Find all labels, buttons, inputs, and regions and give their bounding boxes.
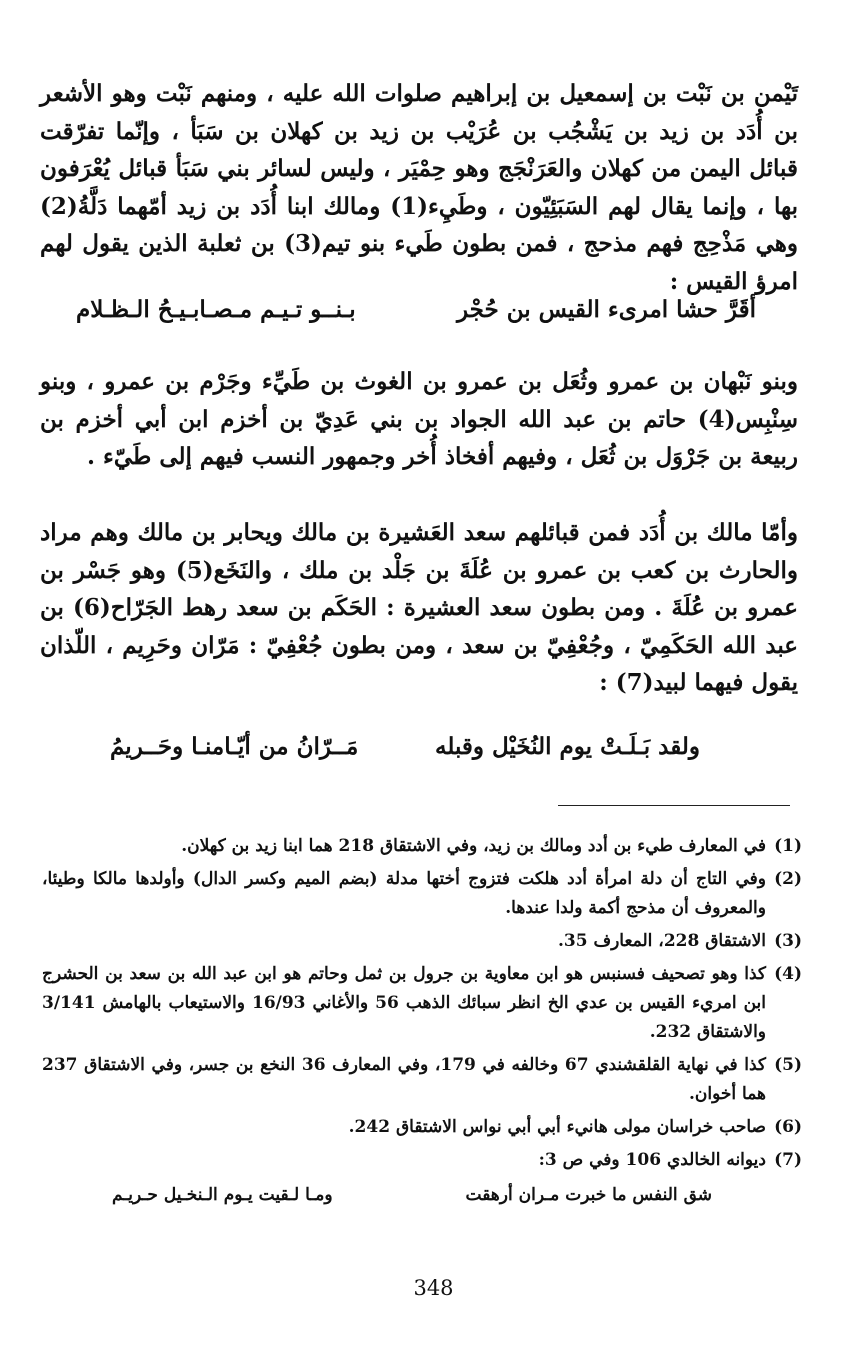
verse-labid [110,733,700,760]
footnote-number: (3) [774,931,802,951]
footnote-text: الاشتقاق 228، المعارف 35. [557,931,766,951]
footnote-number: (1) [774,836,802,856]
footnote-text: وفي التاج أن دلة امرأة أدد هلكت فتزوج أختها مدلة (بضم الميم وكسر الدال) وأولدها مالكا وطيئا، والمعروف أن مذحج أكمة ولدا عندها. [42,869,766,918]
footnote-2 [42,865,802,923]
verse-1-second-hemistich: بـنــو تـيـم مـصـابـيـحُ الـظـلام [76,296,356,323]
footnote-text: كذا وهو تصحيف فسنبس هو ابن معاوية بن جرول بن ثمل وحاتم هو ابن عبد الله بن سعد بن الحشرج ابن امريء القيس بن عدي الخ انظر سبائك الذهب 56 والأغاني 16/93 والاستيعاب بالهامش 3/141 والاشتقاق 232. [42,964,766,1042]
footnote-7 [42,1146,802,1175]
footnote-number: (6) [774,1117,802,1137]
footnote-text: كذا في نهاية القلقشندي 67 وخالفه في 179، وفي المعارف 36 النخع بن جسر، وفي الاشتقاق 237 هما أخوان. [42,1055,766,1104]
footnote-verse [112,1181,712,1210]
footnote-1 [42,832,802,861]
page-number: 348 [413,1276,454,1300]
paragraph-2: وبنو نَبْهان بن عمرو وثُعَل بن عمرو بن الغوث بن طَيِّء وجَرْم بن عمرو ، وبنو سِنْبِس(4) حاتم بن عبد الله الجواد بن بني عَدِيّ بن أخزم ابن أبي أخزم بن ربيعة بن جَرْوَل بن ثُعَل ، وفيهم أفخاذ أُخر وجمهور النسب فيهم إلى طَيّء . [40,368,798,470]
verse-2-first-hemistich: ولقد بَـلَـتْ يوم النُخَيْل وقبله [435,733,700,760]
footnote-number: (4) [774,964,802,984]
footnote-text: ديوانه الخالدي 106 وفي ص 3: [538,1150,766,1170]
footnote-number: (7) [774,1150,802,1170]
footnote-verse-first: شق النفس ما خبرت مـران أرهقت [465,1185,712,1205]
verse-2-second-hemistich: مَــرّانُ من أيّـامنـا وحَــريمُ [110,733,359,760]
verse-1-first-hemistich: أقَرَّ حشا امرىء القيس بن حُجْر [456,296,756,323]
footnote-6 [42,1113,802,1142]
footnote-verse-second: ومـا لـقيت يـوم الـنخـيل حـريـم [112,1185,333,1205]
footnote-5 [42,1051,802,1109]
footnote-4 [42,960,802,1047]
footnotes-list [42,832,802,1210]
footnote-3 [42,927,802,956]
footnote-number: (5) [774,1055,802,1075]
footnote-text: صاحب خراسان مولى هانيء أبي أبي نواس الاشتقاق 242. [348,1117,766,1137]
verse-imru-al-qays [76,296,756,323]
footnote-text: في المعارف طيء بن أدد ومالك بن زيد، وفي الاشتقاق 218 هما ابنا زيد بن كهلان. [181,836,766,856]
paragraph-3: وأمّا مالك بن أُدَد فمن قبائلهم سعد العَشيرة بن مالك ويحابر بن مالك وهم مراد والحارث بن كعب بن عمرو بن عُلَةَ بن جَلْد بن ملك ، والنَخَع(5) وهو جَسْر بن عمرو بن عُلَةَ . ومن بطون سعد العشيرة : الحَكَم بن سعد رهط الجَرّاح(6) بن عبد الله الحَكَمِيّ ، وجُعْفِيّ بن سعد ، ومن بطون جُعْفِيّ : مَرّان وحَرِيم ، اللّذان يقول فيهما لبيد(7) : [40,519,799,696]
paragraph-1: تَيْمن بن نَبْت بن إسمعيل بن إبراهيم صلوات الله عليه ، ومنهم نَبْت وهو الأشعر بن أُدَد بن زيد بن يَشْجُب بن عُرَيْب بن زيد بن كهلان بن سَبَأ ، وإنّما تفرّقت قبائل اليمن من كهلان والعَرَنْجَج وهو حِمْيَر ، وليس لسائر بني سَبَأ قبائل يُعْرَفون بها ، وإنما يقال لهم السَبَئِيّون ، وطَيِء(1) ومالك ابنا أُدَد بن زيد أمّهما دَلَّةُ(2) وهي مَذْحِج فهم مذحج ، فمن بطون طَيء بنو تيم(3) بن ثعلبة الذين يقول لهم امرؤ القيس : [40,80,798,295]
footnote-number: (2) [774,869,802,889]
footnote-separator [558,805,790,806]
